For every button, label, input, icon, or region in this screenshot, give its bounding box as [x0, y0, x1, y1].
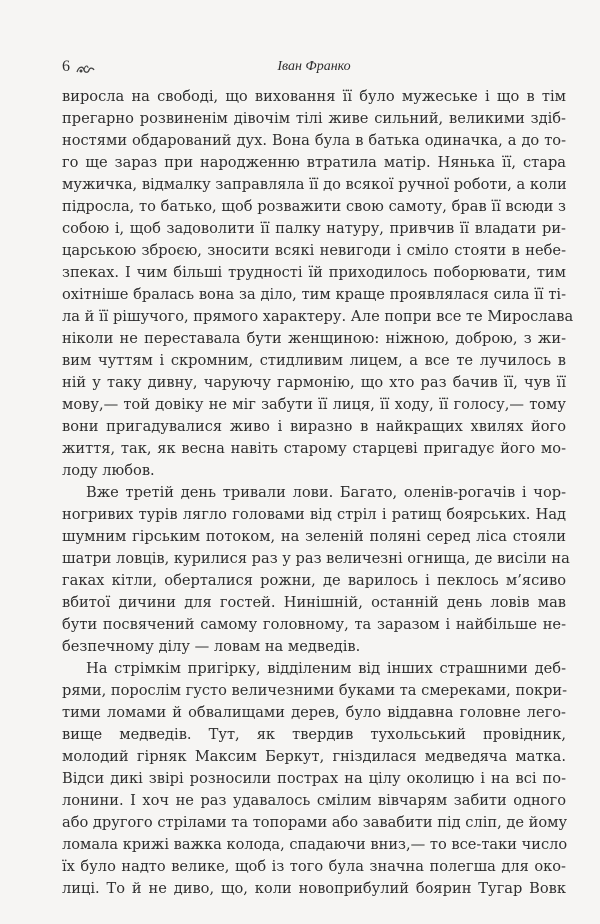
text-line: охітніше бралась вона за діло, тим краще проявлялася сила її ті- — [62, 286, 566, 303]
text-line: підросла, то батько, щоб розважити свою самоту, брав її всюди з — [62, 198, 566, 215]
text-line: рями, порослім густо величезними буками та смереками, покри- — [62, 682, 568, 699]
text-line: тими ломами й обвалищами дерев, було віддавна головне лего- — [62, 704, 566, 721]
text-line: мову,— той довіку не міг забути її лиця, її ходу, її голосу,— тому — [62, 396, 566, 413]
text-line: На стрімкім пригірку, відділеним від інших страшними деб- — [86, 660, 566, 677]
running-title: Іван Франко — [277, 59, 351, 74]
running-header — [62, 58, 566, 80]
text-line: бути посвячений самому головному, та заразом і найбільше не- — [62, 616, 566, 633]
text-line: Вже третій день тривали лови. Багато, оленів-рогачів і чор- — [86, 484, 566, 501]
text-line: ла й її рішучого, прямого характеру. Але попри все те Мирослава — [62, 308, 574, 325]
text-line: ногривих турів лягло головами від стріл і ратищ боярських. Над — [62, 506, 566, 523]
text-line: мужичка, відмалку заправляла її до всякої ручної роботи, а коли — [62, 176, 567, 193]
text-line: вбитої дичини для гостей. Нинішній, останній день ловів мав — [62, 594, 566, 611]
text-line: життя, так, як весна навіть старому старцеві пригадує його мо- — [62, 440, 566, 457]
text-line: вище медведів. Тут, як твердив тухольський провідник, — [62, 726, 566, 743]
text-line: ніколи не переставала бути женщиною: ніжною, доброю, з жи- — [62, 330, 566, 347]
text-line: лонини. І хоч не раз удавалось смілим вівчарям забити одного — [62, 792, 566, 809]
page-number: 6 — [62, 58, 70, 75]
paragraph — [62, 658, 566, 900]
text-line: зпеках. І чим більші трудності їй приходилось поборювати, тим — [62, 264, 566, 281]
text-line: безпечному ділу — ловам на медведів. — [62, 638, 361, 655]
text-line: ній у таку дивну, чаруючу гармонію, що хто раз бачив її, чув її — [62, 374, 566, 391]
text-line: ностями обдарований дух. Вона була в батька одиначка, а до то- — [62, 132, 566, 149]
page-body-text — [62, 86, 574, 900]
text-line: вони пригадувалися живо і виразно в найкращих хвилях його — [62, 418, 566, 435]
paragraph — [62, 482, 570, 658]
text-line: гаках кітли, оберталися рожни, де варилось і пеклось м’ясиво — [62, 572, 566, 589]
text-line: лиці. То й не диво, що, коли новоприбулий боярин Тугар Вовк — [62, 880, 566, 897]
text-line: виросла на свободі, що виховання її було мужеське і що в тім — [62, 88, 566, 105]
text-line: Відси дикі звірі розносили пострах на цілу околицю і на всі по- — [62, 770, 566, 787]
text-line: або другого стрілами та топорами або завабити під сліп, де йому — [62, 814, 568, 831]
text-line: го ще зараз при народженню втратила матір. Нянька її, стара — [62, 154, 566, 171]
text-line: лоду любов. — [62, 462, 155, 479]
paragraph — [62, 86, 574, 482]
text-line: вим чуттям і скромним, стидливим лицем, а все те лучилось в — [62, 352, 566, 369]
text-line: ломала крижі важка колода, спадаючи вниз,— то все-таки число — [62, 836, 568, 853]
text-line: молодий гірняк Максим Беркут, гніздилася медведяча матка. — [62, 748, 566, 765]
text-line: шумним гірським потоком, на зеленій поляні серед ліса стояли — [62, 528, 566, 545]
text-line: їх було надто велике, щоб із того була значна полегша для око- — [62, 858, 566, 875]
text-line: царською зброєю, зносити всякі невигоди і сміло стояти в небе- — [62, 242, 566, 259]
text-line: собою і, щоб задоволити її палку натуру, привчив її владати ри- — [62, 220, 566, 237]
text-line: прегарно розвиненім дівочім тілі живе сильний, великими здіб- — [62, 110, 566, 127]
text-line: шатри ловців, курилися раз у раз величезні огнища, де висіли на — [62, 550, 570, 567]
